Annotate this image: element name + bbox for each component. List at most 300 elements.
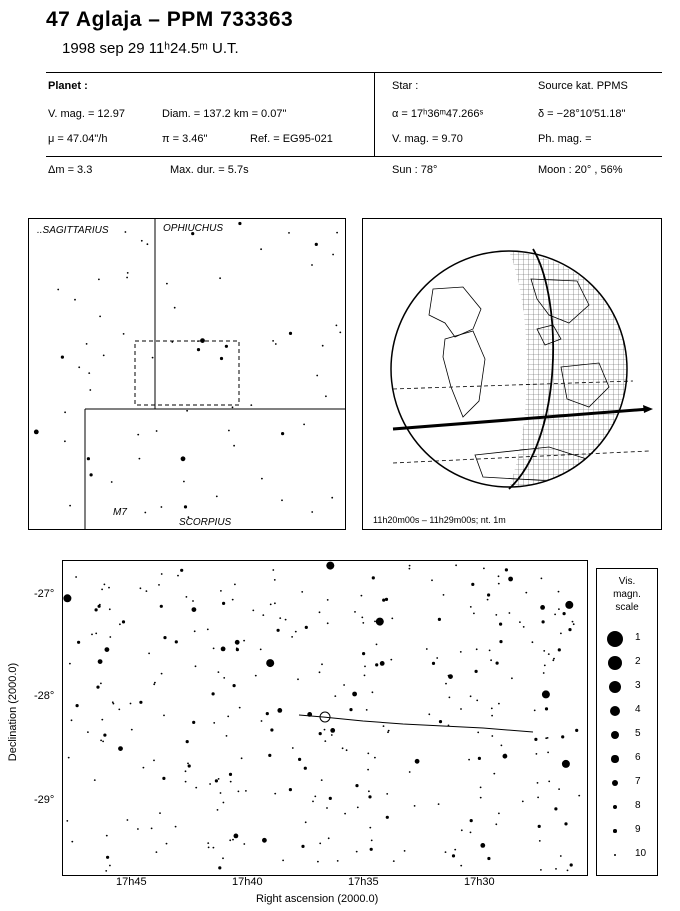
mag-dot [608, 656, 622, 670]
star-dot [476, 648, 478, 650]
star-dot [404, 850, 406, 852]
star-dot [537, 797, 539, 799]
star-dot [496, 662, 499, 665]
star-dot [261, 720, 263, 722]
x-axis-label: Right ascension (2000.0) [256, 893, 379, 905]
star-dot [573, 623, 575, 625]
star-dot [480, 797, 482, 799]
star-dot [213, 722, 215, 724]
star-dot [383, 725, 385, 727]
star-dot [161, 573, 163, 575]
star-dot [519, 621, 521, 623]
star-dot [275, 343, 277, 345]
star-dot [175, 826, 177, 828]
star-dot [186, 410, 188, 412]
star-dot [374, 757, 376, 759]
star-dot [509, 612, 511, 614]
star-dot [221, 647, 226, 652]
mag-dot [611, 731, 620, 740]
star-dot [332, 254, 334, 256]
mag-scale-title: Vis. [618, 576, 636, 587]
star-dot [102, 741, 104, 743]
globe-svg [363, 219, 661, 529]
mag-scale-row [597, 797, 657, 821]
star-dot [483, 568, 485, 570]
star-dot [312, 801, 314, 803]
star-dot [188, 764, 191, 767]
star-dot [105, 647, 110, 652]
moon-info: Moon : 20° , 56% [538, 164, 623, 176]
star-dot [487, 593, 490, 596]
star-dot [478, 757, 481, 760]
star-dot [449, 697, 451, 699]
planet-heading: Planet : [48, 80, 88, 92]
star-dot [197, 348, 200, 351]
path-direction-arrow [643, 405, 653, 413]
star-dot [525, 592, 527, 594]
star-dot [327, 599, 329, 601]
sun-elevation: Sun : 78° [392, 164, 438, 176]
star-dot [376, 618, 384, 626]
star-dot [391, 618, 393, 620]
star-dot [69, 505, 71, 507]
star-dot [567, 870, 569, 872]
star-dot [141, 240, 143, 242]
mag-scale-title: magn. [613, 589, 641, 600]
star-dot [71, 719, 73, 721]
star-dot [511, 677, 513, 679]
star-dot [498, 583, 500, 585]
star-dot [194, 630, 196, 632]
star-dot [87, 731, 89, 733]
star-dot [282, 860, 284, 862]
star-dot [501, 745, 503, 747]
detail-field-box [135, 341, 239, 405]
star-dot [368, 790, 370, 792]
mag-level-label: 5 [635, 728, 641, 739]
star-dot [369, 827, 371, 829]
star-dot [218, 866, 221, 869]
star-dot [319, 843, 321, 845]
star-dot [317, 861, 319, 863]
label-ophiuchus: OPHIUCHUS [163, 223, 224, 234]
star-dot [393, 860, 395, 862]
star-dot [245, 790, 247, 792]
star-dot [184, 505, 187, 508]
star-dot [270, 604, 272, 606]
star-dot [352, 692, 357, 697]
xtick-label: 17h35 [348, 876, 379, 888]
star-dot [98, 659, 103, 664]
star-dot [200, 338, 205, 343]
star-dot [553, 658, 555, 660]
star-dot [367, 753, 369, 755]
star-heading: Star : [392, 80, 419, 92]
star-dot [543, 650, 545, 652]
star-dot [235, 640, 240, 645]
star-dot [272, 340, 274, 342]
star-dot [66, 820, 68, 822]
star-delta: δ = −28°10′51.18" [538, 108, 626, 120]
star-dot [432, 662, 435, 665]
xtick-label: 17h30 [464, 876, 495, 888]
star-dot [536, 753, 538, 755]
mag-level-label: 6 [635, 752, 641, 763]
star-dot [558, 648, 561, 651]
star-dot [460, 708, 462, 710]
star-dot [562, 760, 570, 768]
star-dot [368, 795, 371, 798]
magnitude-scale [596, 568, 658, 876]
star-dot [104, 584, 106, 586]
star-dot [491, 708, 493, 710]
star-dot [354, 611, 356, 613]
star-dot [292, 747, 294, 749]
star-dot [166, 843, 168, 845]
star-dot [487, 599, 489, 601]
star-dot [538, 825, 541, 828]
star-dot [186, 740, 189, 743]
star-dot [139, 458, 141, 460]
xtick-label: 17h40 [232, 876, 263, 888]
star-dot [156, 430, 158, 432]
star-dot [94, 779, 96, 781]
star-dot [349, 708, 352, 711]
star-dot [548, 653, 550, 655]
star-dot [346, 749, 348, 751]
finder-stars [34, 222, 341, 518]
star-dot [232, 599, 234, 601]
star-dot [575, 729, 578, 732]
star-dot [186, 596, 188, 598]
star-dot [220, 590, 222, 592]
star-dot [77, 641, 80, 644]
star-dot [137, 828, 139, 830]
star-dot [439, 720, 442, 723]
star-dot [139, 701, 142, 704]
star-dot [544, 665, 546, 667]
star-dot [390, 659, 392, 661]
star-dot [219, 277, 221, 279]
star-dot [445, 683, 447, 685]
star-dot [222, 857, 224, 859]
star-dot [374, 621, 376, 623]
star-dot [106, 835, 108, 837]
star-dot [154, 682, 156, 684]
star-dot [568, 628, 571, 631]
star-dot [548, 781, 550, 783]
star-dot [213, 648, 215, 650]
star-dot [233, 445, 235, 447]
star-dot [470, 832, 472, 834]
star-dot [279, 617, 281, 619]
star-dot [443, 594, 445, 596]
star-dot [106, 856, 109, 859]
star-dot [297, 678, 299, 680]
star-dot [331, 734, 333, 736]
star-dot [319, 732, 322, 735]
star-dot [325, 395, 327, 397]
finder-chart-svg [29, 219, 345, 529]
star-dot [100, 683, 102, 685]
star-dot [523, 626, 525, 628]
star-dot [232, 839, 234, 841]
star-dot [319, 611, 321, 613]
star-source: Source kat. PPMS [538, 80, 628, 92]
star-dot [180, 569, 183, 572]
table-mid-rule [46, 156, 662, 157]
star-dot [272, 569, 274, 571]
star-dot [147, 243, 149, 245]
star-dot [262, 614, 264, 616]
star-dot [554, 807, 557, 810]
star-dot [118, 709, 120, 711]
mag-scale-row [597, 845, 657, 869]
star-dot [336, 232, 338, 234]
table-top-rule [46, 72, 662, 73]
mag-scale-row [597, 749, 657, 773]
star-dot [192, 721, 195, 724]
mag-scale-title: scale [615, 602, 639, 613]
star-dot [362, 622, 364, 624]
africa-outline [443, 331, 485, 417]
star-dot [490, 659, 492, 661]
star-dot [426, 648, 428, 650]
star-dot [127, 819, 129, 821]
planet-motion: μ = 47.04"/h [48, 133, 108, 145]
star-dot [321, 779, 323, 781]
star-dot [103, 355, 105, 357]
star-dot [250, 404, 252, 406]
star-dot [468, 759, 470, 761]
star-dot [491, 715, 493, 717]
star-dot [343, 684, 345, 686]
star-dot [261, 478, 263, 480]
star-dot [337, 860, 339, 862]
star-dot [475, 670, 478, 673]
star-dot [554, 614, 556, 616]
mag-dot [611, 755, 618, 762]
star-dot [187, 763, 189, 765]
star-dot [229, 773, 232, 776]
star-dot [86, 343, 88, 345]
planet-parallax: π = 3.46" [162, 133, 208, 145]
star-dot [225, 345, 228, 348]
star-dot [156, 851, 158, 853]
star-dot [498, 703, 500, 705]
star-dot [301, 845, 304, 848]
star-dot [266, 712, 269, 715]
star-dot [192, 600, 194, 602]
star-dot [281, 432, 284, 435]
star-dot [177, 575, 179, 577]
star-dot [195, 665, 197, 667]
star-dot [74, 299, 76, 301]
star-dot [436, 657, 438, 659]
star-dot [109, 636, 111, 638]
star-dot [547, 737, 549, 739]
star-dot [305, 626, 308, 629]
planet-ref: Ref. = EG95-021 [250, 133, 333, 145]
star-dot [131, 729, 133, 731]
star-dot [319, 671, 321, 673]
star-dot [532, 641, 534, 643]
mag-dot [612, 780, 618, 786]
star-dot [537, 782, 539, 784]
star-dot [522, 801, 524, 803]
star-dot [473, 613, 475, 615]
star-dot [328, 837, 330, 839]
star-dot [220, 792, 222, 794]
star-dot [461, 829, 463, 831]
night-side-shading [509, 251, 627, 487]
xtick-label: 17h45 [116, 876, 147, 888]
star-dot [171, 341, 173, 343]
star-dot [414, 805, 416, 807]
star-dot [103, 734, 106, 737]
mag-scale-row [597, 773, 657, 797]
star-dot [34, 430, 39, 435]
star-dot [541, 578, 543, 580]
star-dot [238, 222, 241, 225]
y-axis-label: Declination (2000.0) [7, 662, 19, 762]
mag-dot [613, 805, 618, 810]
star-dot [409, 565, 411, 567]
mag-level-label: 7 [635, 776, 641, 787]
star-dot [260, 248, 262, 250]
star-dot [295, 631, 297, 633]
star-dot [448, 674, 453, 679]
star-dot [262, 838, 267, 843]
star-dot [303, 424, 305, 426]
label-scorpius: SCORPIUS [179, 517, 232, 528]
star-dot [470, 606, 472, 608]
star-dot [192, 607, 197, 612]
star-dot [327, 622, 329, 624]
star-dot [362, 652, 365, 655]
star-dot [137, 434, 139, 436]
star-dot [387, 731, 389, 733]
ytick-label: -27° [34, 588, 55, 600]
star-dot [126, 277, 128, 279]
star-dot [311, 264, 313, 266]
star-dot [270, 728, 273, 731]
star-dot [565, 601, 573, 609]
star-dot [119, 623, 121, 625]
star-dot [234, 834, 239, 839]
star-dot [499, 623, 502, 626]
star-dot [152, 357, 154, 359]
star-dot [216, 496, 218, 498]
star-dot [534, 710, 536, 712]
star-chart-svg [63, 561, 587, 875]
star-dot [255, 675, 257, 677]
star-dot [324, 729, 326, 731]
star-dot [76, 704, 79, 707]
star-dot [455, 564, 457, 566]
mag-level-label: 1 [635, 632, 641, 643]
star-dot [503, 754, 508, 759]
star-dot [361, 617, 363, 619]
star-dot [356, 851, 358, 853]
star-dot [144, 512, 146, 514]
star-dot [197, 340, 199, 342]
planet-vmag: V. mag. = 12.97 [48, 108, 125, 120]
star-dot [540, 605, 545, 610]
star-dot [285, 619, 287, 621]
star-dot [87, 457, 90, 460]
mag-scale-row [597, 821, 657, 845]
star-dot [301, 591, 303, 593]
mag-scale-row [597, 653, 657, 677]
star-dot [386, 816, 389, 819]
star-dot [438, 803, 440, 805]
star-dot [558, 608, 560, 610]
star-dot [118, 746, 123, 751]
ytick-label: -29° [34, 794, 55, 806]
table-divider [374, 72, 375, 156]
star-dot [166, 283, 168, 285]
star-dot [100, 740, 102, 742]
star-dot [95, 608, 98, 611]
star-dot [326, 807, 328, 809]
star-dot [181, 456, 186, 461]
star-dot [305, 821, 307, 823]
star-dot [570, 863, 573, 866]
star-dot [57, 289, 59, 291]
star-dot [232, 406, 234, 408]
star-dot [239, 707, 241, 709]
star-dot [493, 773, 495, 775]
star-dot [236, 648, 239, 651]
mag-scale-row [597, 629, 657, 653]
star-dot [61, 356, 64, 359]
star-dot [477, 732, 479, 734]
star-dot [314, 796, 316, 798]
star-dot [321, 663, 323, 665]
star-dot [438, 618, 441, 621]
star-dot [228, 430, 230, 432]
star-dot [476, 700, 478, 702]
star-dot [113, 703, 115, 705]
star-dot [304, 767, 307, 770]
star-dot [158, 584, 160, 586]
star-dot [331, 497, 333, 499]
star-dot [68, 757, 70, 759]
star-dot [545, 707, 548, 710]
star-dot [281, 499, 283, 501]
star-dot [298, 758, 301, 761]
mag-level-label: 3 [635, 680, 641, 691]
star-dot [98, 605, 101, 608]
star-dot [185, 770, 187, 772]
star-dot [445, 851, 447, 853]
star-dot [208, 847, 210, 849]
star-dot [370, 848, 373, 851]
star-dot [560, 855, 562, 857]
star-dot [175, 640, 178, 643]
star-dot [140, 587, 142, 589]
mag-level-label: 2 [635, 656, 641, 667]
star-dot [578, 795, 580, 797]
star-dot [148, 653, 150, 655]
star-dot [268, 754, 271, 757]
star-dot [547, 752, 549, 754]
star-dot [229, 839, 231, 841]
mag-level-label: 10 [635, 848, 647, 859]
star-dot [289, 332, 292, 335]
star-phmag: Ph. mag. = [538, 133, 592, 145]
